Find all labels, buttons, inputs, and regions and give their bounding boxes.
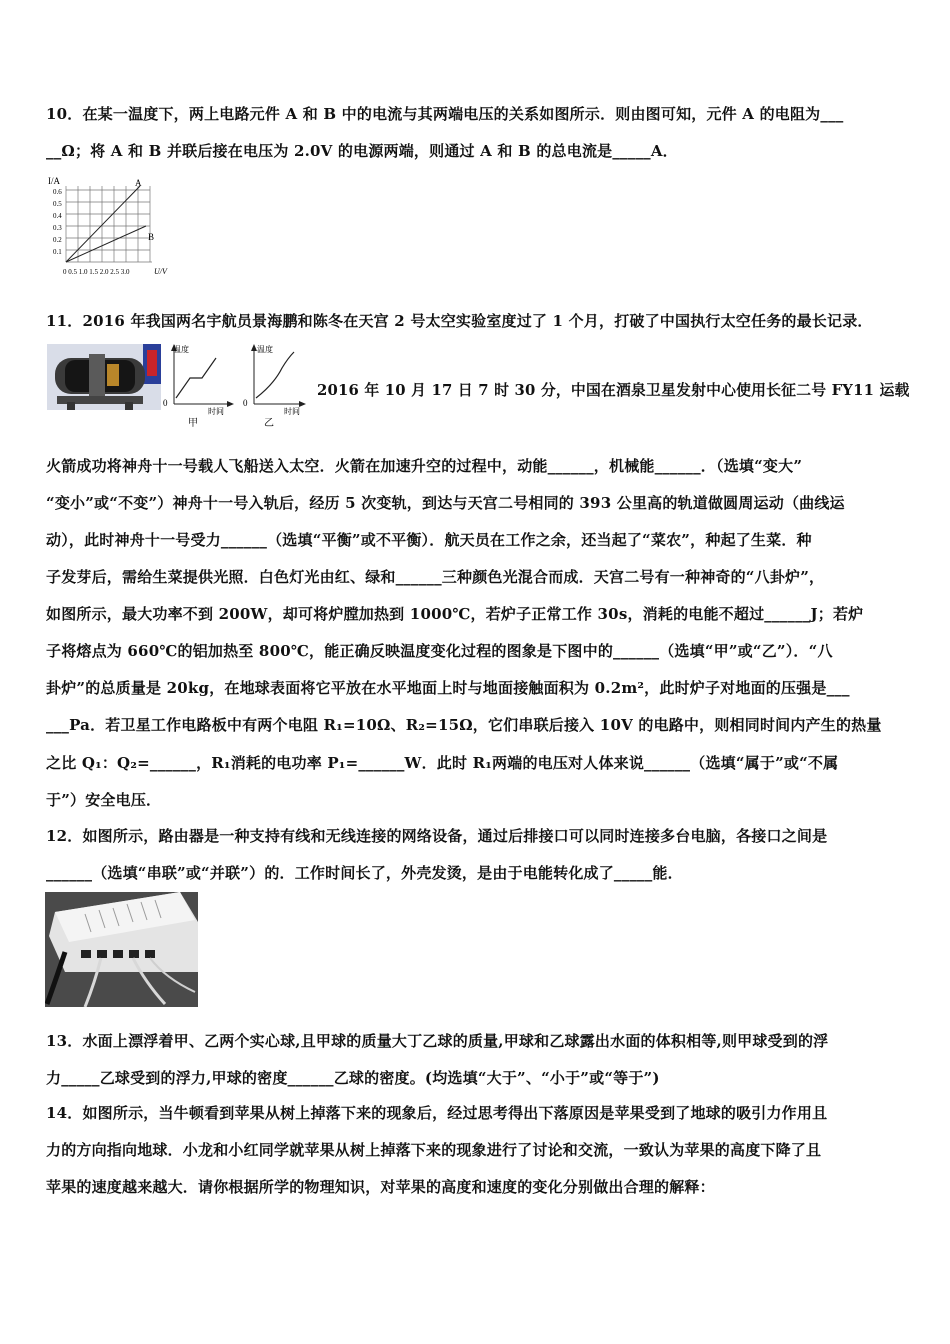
x-axis-label: 时间 bbox=[208, 407, 224, 416]
q14-text-line3: 苹果的速度越来越大．请你根据所学的物理知识，对苹果的高度和速度的变化分别做出合理的解释： bbox=[46, 1178, 715, 1196]
y-tick: 0.5 bbox=[53, 200, 62, 208]
q14-text-line2: 力的方向指向地球．小龙和小红同学就苹果从树上掉落下来的现象进行了讨论和交流，一致认为苹果的高度下降了且 bbox=[46, 1141, 822, 1159]
q10-text-line1: 10．在某一温度下，两上电路元件 A 和 B 中的电流与其两端电压的关系如图所示．则由图可知，元件 A 的电阻为___ bbox=[46, 105, 844, 123]
q11-text-line10: ___Pa．若卫星工作电路板中有两个电阻 R₁=10Ω、R₂=15Ω，它们串联后接入 10V 的电路中，则相同时间内产生的热量 bbox=[46, 716, 882, 734]
label-a: A bbox=[135, 178, 142, 188]
q11-text-line9: 卦炉”的总质量是 20kg，在地球表面将它平放在水平地面上时与地面接触面积为 0.2m²，此时炉子对地面的压强是___ bbox=[46, 679, 850, 697]
q10-iu-graph bbox=[44, 172, 184, 284]
q11-text-line12: 于”）安全电压． bbox=[46, 791, 162, 809]
y-axis-label: 温度 bbox=[257, 345, 273, 354]
q11-text-line8: 子将熔点为 660℃的铝加热至 800℃，能正确反映温度变化过程的图象是下图中的______（选填“甲”或“乙”）．“八 bbox=[46, 642, 833, 660]
q10-text-line2: __Ω；将 A 和 B 并联后接在电压为 2.0V 的电源两端，则通过 A 和 B 的总电流是_____A． bbox=[46, 142, 678, 160]
caption-jia: 甲 bbox=[188, 418, 198, 429]
bagua-furnace-photo bbox=[47, 344, 161, 410]
y-tick: 0.3 bbox=[53, 224, 62, 232]
q13-text-line2: 力_____乙球受到的浮力,甲球的密度______乙球的密度。(均选填“大于”、“小于”或“等于”) bbox=[46, 1069, 660, 1087]
q12-text-line1: 12．如图所示，路由器是一种支持有线和无线连接的网络设备，通过后排接口可以同时连接多台电脑，各接口之间是 bbox=[46, 827, 828, 845]
y-tick: 0.4 bbox=[53, 212, 62, 220]
y-axis-label: 温度 bbox=[173, 345, 189, 354]
y-tick: 0.2 bbox=[53, 236, 62, 244]
q11-text-line3: 火箭成功将神舟十一号载人飞船送入太空．火箭在加速升空的过程中，动能______，机械能______．（选填“变大” bbox=[46, 457, 803, 475]
x-axis-label: 时间 bbox=[284, 407, 300, 416]
y-axis-label: I/A bbox=[48, 176, 60, 186]
x-axis-label: U/V bbox=[154, 267, 167, 276]
q11-text-line2: 2016 年 10 月 17 日 7 时 30 分，中国在酒泉卫星发射中心使用长征二号 FY11 运载 bbox=[317, 381, 910, 399]
origin-label: 0 bbox=[243, 398, 248, 408]
q12-text-line2: ______（选填“串联”或“并联”）的．工作时间长了，外壳发烫，是由于电能转化成了_____能． bbox=[46, 864, 683, 882]
q11-text-line11: 之比 Q₁：Q₂=______，R₁消耗的电功率 P₁=______W．此时 R₁两端的电压对人体来说______（选填“属于”或“不属 bbox=[46, 754, 839, 772]
q11-text-line6: 子发芽后，需给生菜提供光照．白色灯光由红、绿和______三种颜色光混合而成．天宫二号有一种神奇的“八卦炉”， bbox=[46, 568, 825, 586]
line-a bbox=[66, 186, 140, 262]
q11-text-line5: 动），此时神舟十一号受力______（选填“平衡”或不平衡）．航天员在工作之余，还当起了“菜农”，种起了生菜．种 bbox=[46, 531, 812, 549]
q14-text-line1: 14．如图所示，当牛顿看到苹果从树上掉落下来的现象后，经过思考得出下落原因是苹果受到了地球的吸引力作用且 bbox=[46, 1104, 828, 1122]
x-ticks: 0 0.5 1.0 1.5 2.0 2.5 3.0 bbox=[63, 268, 130, 276]
q11-text-line1: 11．2016 年我国两名宇航员景海鹏和陈冬在天宫 2 号太空实验室度过了 1 个月，打破了中国执行太空任务的最长记录． bbox=[46, 312, 873, 330]
graph-jia bbox=[160, 342, 240, 430]
origin-label: 0 bbox=[163, 398, 168, 408]
y-tick: 0.6 bbox=[53, 188, 62, 196]
q11-text-line4: “变小”或“不变”）神舟十一号入轨后，经历 5 次变轨，到达与天宫二号相同的 393 公里高的轨道做圆周运动（曲线运 bbox=[46, 494, 845, 512]
y-tick: 0.1 bbox=[53, 248, 62, 256]
router-photo bbox=[45, 892, 198, 1007]
q13-text-line1: 13．水面上漂浮着甲、乙两个实心球,且甲球的质量大丁乙球的质量,甲球和乙球露出水面的体积相等,则甲球受到的浮 bbox=[46, 1032, 829, 1050]
label-b: B bbox=[148, 232, 155, 242]
caption-yi: 乙 bbox=[264, 418, 274, 429]
graph-yi bbox=[240, 342, 320, 430]
q11-text-line7: 如图所示，最大功率不到 200W，却可将炉膛加热到 1000℃，若炉子正常工作 30s，消耗的电能不超过______J；若炉 bbox=[46, 605, 864, 623]
